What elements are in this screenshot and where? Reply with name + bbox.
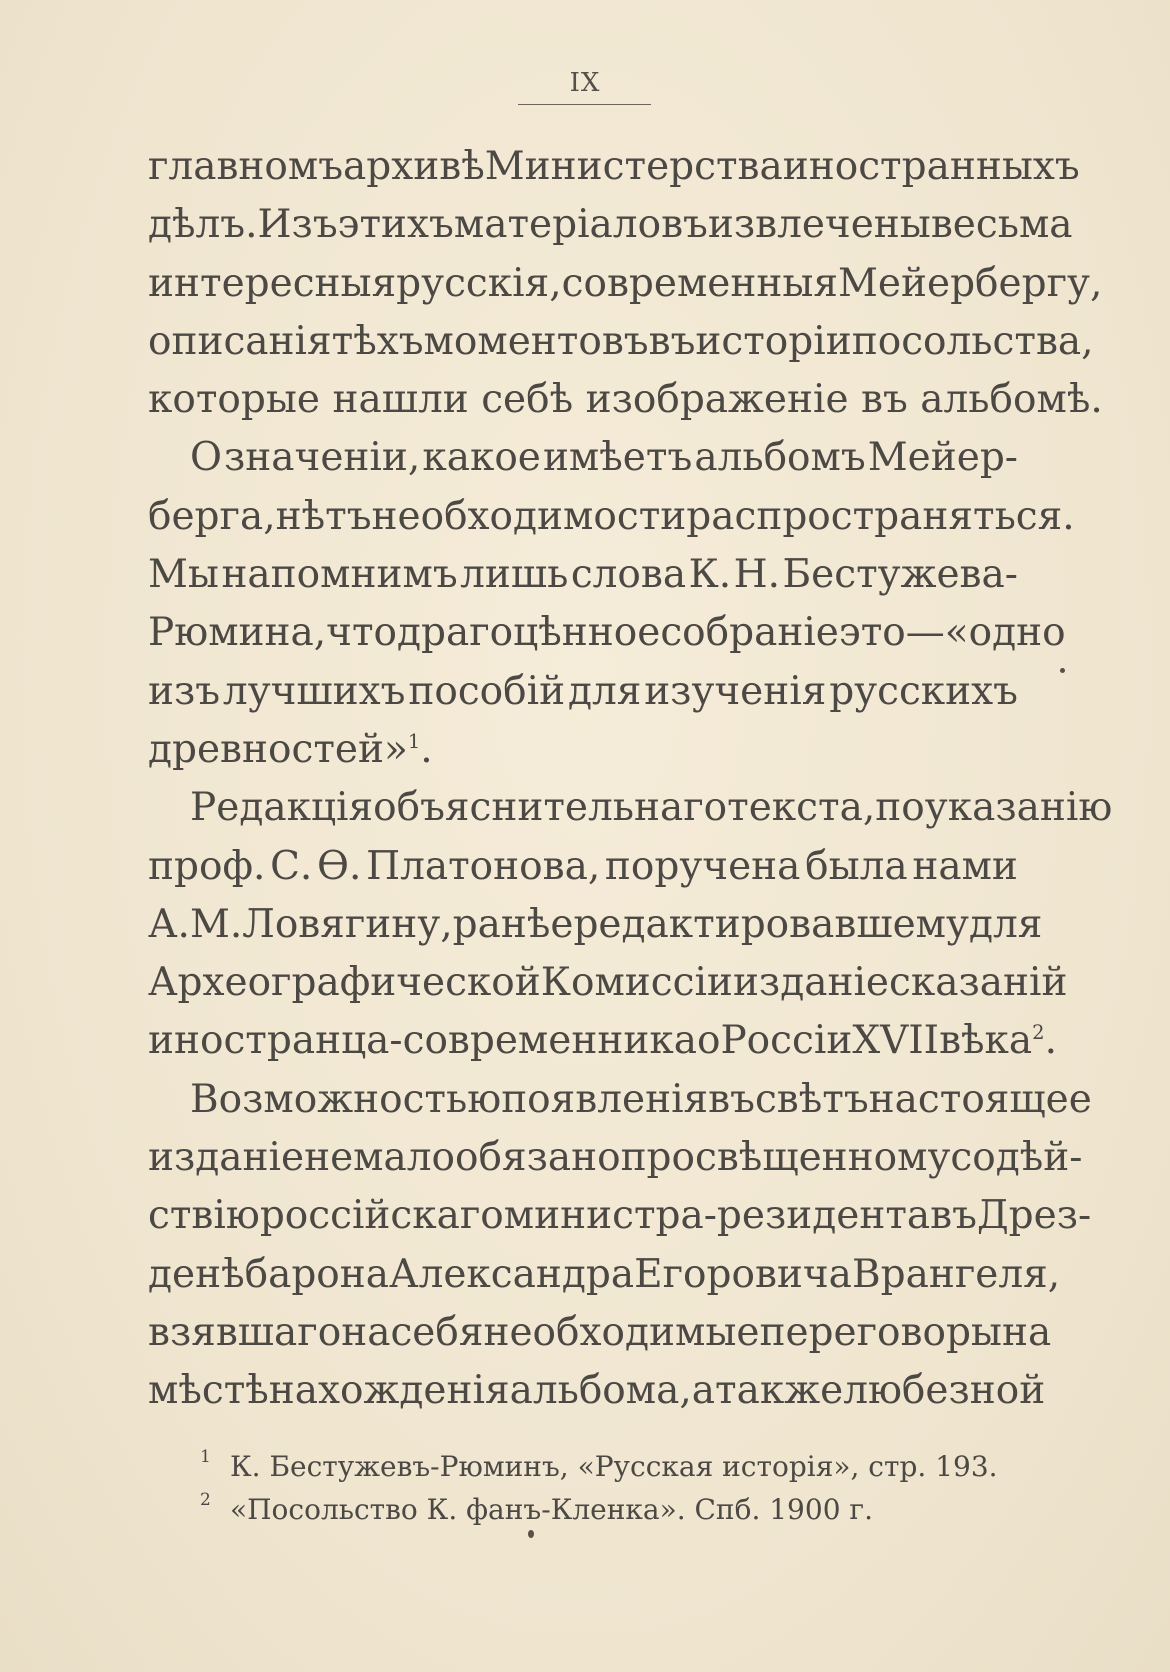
footnote-text: К. Бестужевъ-Рюминъ, «Русская исторія», стр. 193. (230, 1450, 998, 1483)
ink-speck (528, 1530, 534, 1538)
word: для (968, 901, 1043, 947)
word: просвѣщенному (620, 1135, 951, 1181)
word: ранѣе (452, 901, 574, 947)
word: также (715, 1368, 844, 1414)
word: содѣй- (950, 1135, 1083, 1181)
word: современныя (561, 260, 838, 306)
text-line (148, 1304, 1052, 1362)
word: Министерства (484, 144, 783, 189)
text-line (148, 429, 1018, 487)
word: русскихъ (829, 668, 1018, 714)
word: Ловягину, (242, 901, 453, 947)
word: древностей»$^1$. (148, 726, 433, 772)
word: слова (570, 552, 687, 598)
word: О (190, 435, 222, 481)
text-line (148, 138, 1080, 196)
word: въ (708, 1076, 755, 1122)
text-line (148, 1129, 1083, 1187)
word: необходимые (483, 1309, 760, 1355)
footnote-mark: 2 (200, 1490, 211, 1510)
word: какое (422, 435, 541, 481)
word: Археографической (148, 960, 541, 1006)
word: изученія (644, 668, 827, 714)
word: вѣка$^2$. (939, 1018, 1057, 1064)
text-line (148, 196, 1073, 254)
word: иностранныхъ (782, 144, 1080, 189)
text-line (148, 1187, 1092, 1245)
word: изданіе (148, 1135, 305, 1181)
text-line (148, 1246, 1061, 1304)
word: тѣхъ (331, 318, 424, 364)
word: изъ (148, 668, 221, 714)
word: мѣстѣ (148, 1368, 269, 1414)
text-line (148, 546, 1018, 604)
text-line (148, 371, 1103, 429)
word: барона (244, 1251, 390, 1297)
word: переговоры (759, 1309, 1002, 1355)
word: мало (353, 1135, 455, 1181)
text-line (148, 488, 1075, 546)
word: дѣлъ. (148, 202, 258, 248)
word: М. (189, 901, 243, 947)
word: извлечены (707, 202, 931, 248)
text-line (148, 1012, 1057, 1070)
word: архивѣ (343, 144, 485, 189)
word: К. (688, 552, 732, 598)
word: россійскаго (259, 1193, 504, 1239)
word: по (875, 785, 925, 831)
word: посольства, (851, 318, 1094, 364)
word: въ (861, 377, 908, 423)
word: имѣетъ (542, 435, 693, 481)
word: появленія (501, 1076, 709, 1122)
text-line (148, 1362, 1046, 1420)
word: А. (148, 901, 190, 947)
word: изданіе (732, 960, 890, 1006)
text-line (148, 838, 1018, 896)
word: это—«одно (838, 610, 1066, 656)
word: для (567, 668, 642, 714)
word: настоящее (868, 1076, 1092, 1122)
word: редактировавшему (573, 901, 969, 947)
word: Бестужева- (782, 552, 1018, 598)
word: министра-резидента (503, 1193, 931, 1239)
word: Врангеля, (851, 1251, 1061, 1297)
text-line (148, 896, 1043, 954)
ink-speck (1060, 668, 1065, 673)
word: Россіи (720, 1018, 853, 1064)
header-rule (518, 104, 651, 105)
word: XVII (852, 1018, 940, 1064)
word: была (805, 843, 908, 889)
word: С. (270, 843, 313, 889)
word: Мейер- (867, 435, 1018, 481)
body-text (148, 138, 1113, 1421)
footnote (200, 1445, 1000, 1488)
word: указанію (924, 785, 1113, 831)
word: свѣтъ (754, 1076, 869, 1122)
word: о (696, 1018, 721, 1064)
text-line (148, 255, 1103, 313)
word: этихъ (337, 202, 454, 248)
word: не (304, 1135, 354, 1181)
word: значеніи, (224, 435, 421, 481)
word: альбомѣ. (920, 377, 1103, 423)
word: Возможностью (190, 1076, 502, 1122)
word: себѣ (481, 377, 574, 423)
word: обязано (455, 1135, 621, 1181)
word: любезной (843, 1368, 1046, 1414)
word: драгоцѣнное (397, 610, 661, 656)
word: Дрез- (976, 1193, 1092, 1239)
text-line (148, 779, 1113, 837)
word: денѣ (148, 1251, 245, 1297)
word: нами (912, 843, 1018, 889)
word: Мы (148, 552, 219, 598)
word: въ (930, 1193, 977, 1239)
word: а (691, 1368, 716, 1414)
word: которые (148, 377, 320, 423)
word: Изъ (257, 202, 338, 248)
word: Мейербергу, (838, 260, 1103, 306)
text-line (148, 721, 1018, 779)
footnote-ref: 2 (1032, 1021, 1045, 1045)
word: ствію (148, 1193, 260, 1239)
word: Платонова, (366, 843, 601, 889)
word: нахожденія (268, 1368, 510, 1414)
word: матеріаловъ (453, 202, 708, 248)
word: интересныя (148, 260, 397, 306)
word: исторіи (695, 318, 852, 364)
page-number: IX (569, 68, 601, 98)
word: нашли (332, 377, 469, 423)
word: сказаній (889, 960, 1068, 1006)
word: Комиссіи (540, 960, 733, 1006)
word: нѣтъ (275, 493, 372, 539)
word: распространяться. (686, 493, 1075, 539)
word: Егоровича (634, 1251, 852, 1297)
footnote-ref: 1 (407, 729, 421, 753)
word: взявшаго (148, 1309, 342, 1355)
word: описанія (148, 318, 332, 364)
word: напомнимъ (221, 552, 458, 598)
word: Н. (733, 552, 781, 598)
word: необходимости (371, 493, 687, 539)
word: на (341, 1309, 391, 1355)
word: лишь (460, 552, 569, 598)
word: альбомъ (694, 435, 866, 481)
text-line (148, 604, 1066, 662)
footnote (200, 1488, 1000, 1531)
word: въ (648, 318, 696, 364)
word: изображеніе (585, 377, 849, 423)
word: Редакція (190, 785, 374, 831)
word: объяснительнаго (373, 785, 728, 831)
word: поручена (604, 843, 801, 889)
text-line (148, 313, 1094, 371)
word: что (326, 610, 398, 656)
footnote-text: «Посольство К. фанъ-Кленка». Спб. 1900 г. (230, 1493, 873, 1526)
word: лучшихъ (222, 668, 406, 714)
word: моментовъ (423, 318, 649, 364)
word: берга, (148, 493, 276, 539)
text-line (148, 1071, 1092, 1129)
word: текста, (727, 785, 876, 831)
word: главномъ (148, 144, 344, 189)
word: альбома, (509, 1368, 692, 1414)
footnote-mark: 1 (200, 1447, 211, 1467)
footnotes (200, 1445, 1000, 1531)
word: Рюмина, (148, 610, 327, 656)
word: весьма (930, 202, 1073, 248)
word: на (1001, 1309, 1052, 1355)
word: пособій (408, 668, 566, 714)
word: Ѳ. (317, 843, 362, 889)
word: Александра (389, 1251, 635, 1297)
text-line (148, 663, 1018, 721)
word: русскія, (396, 260, 562, 306)
word: проф. (148, 843, 266, 889)
word: себя (390, 1309, 484, 1355)
word: собраніе (660, 610, 839, 656)
text-line (148, 954, 1068, 1012)
word: иностранца-современника (148, 1018, 697, 1064)
